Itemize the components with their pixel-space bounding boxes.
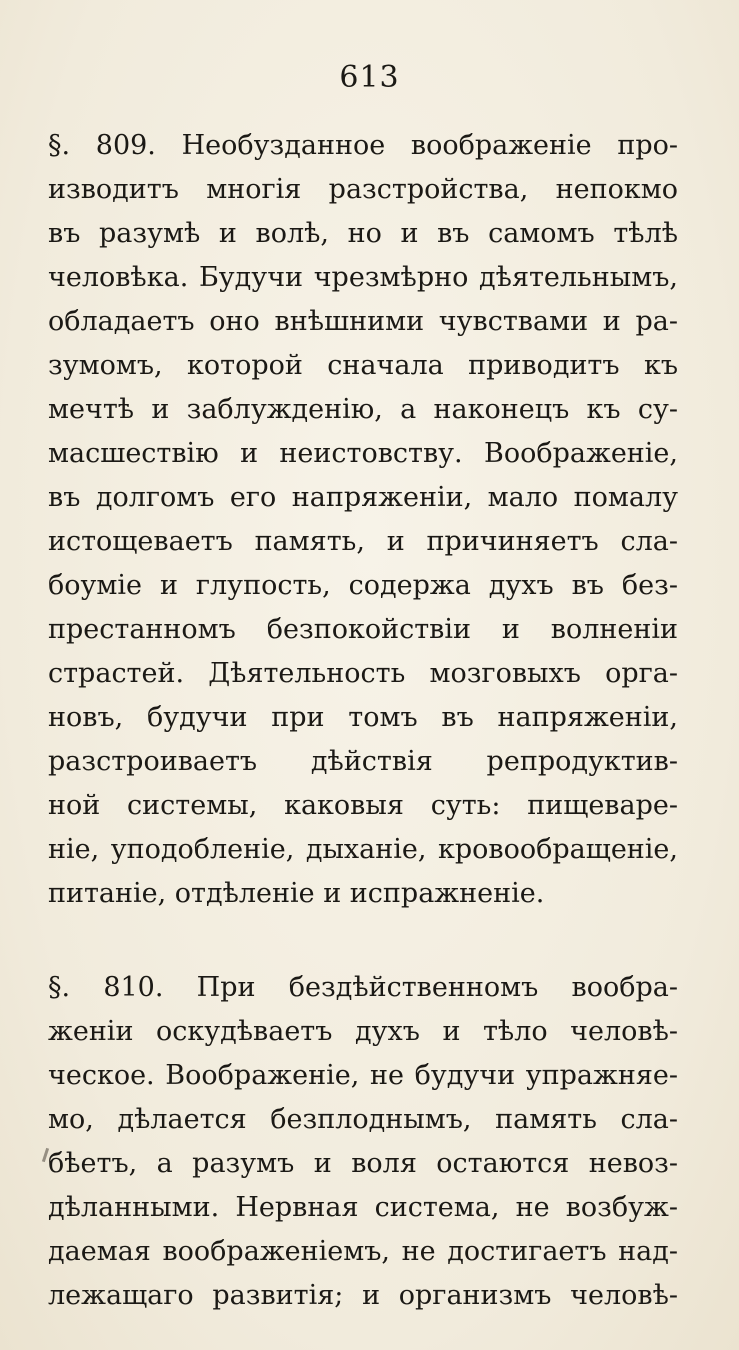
text-line: въ долгомъ его напряженіи, мало помалу	[48, 482, 678, 513]
text-line: §. 810. При бездѣйственномъ вообра-	[48, 972, 678, 1003]
text-line: изводитъ многія разстройства, непокмо	[48, 174, 678, 205]
text-line: разстроиваетъ дѣйствія репродуктив-	[48, 746, 678, 777]
text-line: питаніе, отдѣленіе и испражненіе.	[48, 878, 545, 909]
text-line: даемая воображеніемъ, не достигаетъ над-	[48, 1236, 678, 1267]
text-line: въ разумѣ и волѣ, но и въ самомъ тѣлѣ	[48, 218, 678, 249]
text-line: мечтѣ и заблужденію, а наконецъ къ су-	[48, 394, 678, 425]
text-line: ческое. Воображеніе, не будучи упражняе-	[48, 1060, 678, 1091]
text-line: зумомъ, которой сначала приводитъ къ	[48, 350, 678, 381]
text-line: ной системы, каковыя суть: пищеваре-	[48, 790, 678, 821]
text-line: страстей. Дѣятельность мозговыхъ орга-	[48, 658, 678, 689]
text-line: лежащаго развитія; и организмъ человѣ-	[48, 1280, 678, 1311]
text-line: истощеваетъ память, и причиняетъ сла-	[48, 526, 678, 557]
text-line: человѣка. Будучи чрезмѣрно дѣятельнымъ,	[48, 262, 678, 293]
page-number: 613	[339, 60, 400, 95]
text-line: дѣланными. Нервная система, не возбуж-	[48, 1192, 678, 1223]
text-line: бѣетъ, а разумъ и воля остаются невоз-	[48, 1148, 678, 1179]
text-line: §. 809. Необузданное воображеніе про-	[48, 130, 678, 161]
text-line: женіи оскудѣваетъ духъ и тѣло человѣ-	[48, 1016, 678, 1047]
text-line: боуміе и глупость, содержа духъ въ без-	[48, 570, 678, 601]
text-line: новъ, будучи при томъ въ напряженіи,	[48, 702, 678, 733]
text-line: престанномъ безпокойствіи и волненіи	[48, 614, 678, 645]
text-line: ніе, уподобленіе, дыханіе, кровообращеніе,	[48, 834, 678, 865]
text-line: мо, дѣлается безплоднымъ, память сла-	[48, 1104, 678, 1135]
text-line: масшествію и неистовству. Воображеніе,	[48, 438, 678, 469]
text-line: обладаетъ оно внѣшними чувствами и ра-	[48, 306, 678, 337]
